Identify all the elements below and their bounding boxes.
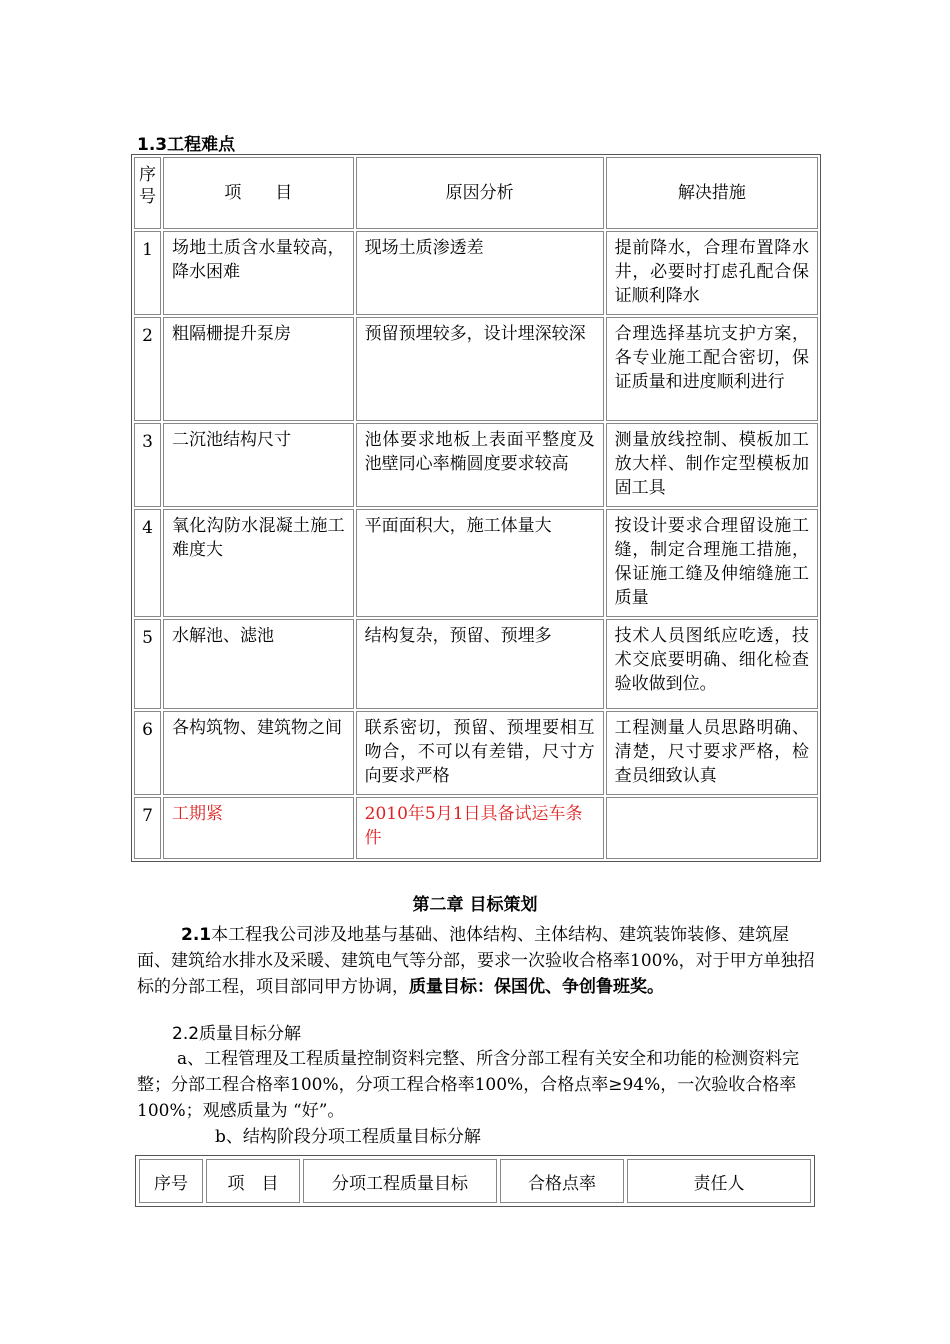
difficulties-table: [131, 154, 821, 862]
subsection-title: 2.2质量目标分解: [172, 1024, 302, 1044]
row-no: 1: [134, 231, 161, 315]
row-reason: 池体要求地板上表面平整度及池壁同心率椭圆度要求较高: [356, 423, 604, 507]
table-row: [134, 317, 818, 421]
paragraph-a: a、工程管理及工程质量控制资料完整、所含分部工程有关安全和功能的检测资料完整；分部工程合格率100%，分项工程合格率100%，合格点率≥94%，一次验收合格率100%；观感质量为 “好”。: [137, 1049, 800, 1121]
row-solution: 按设计要求合理留设施工缝，制定合理施工措施，保证施工缝及伸缩缝施工质量: [606, 509, 818, 617]
header-no: 序号: [134, 157, 161, 229]
table-header-row: [139, 1159, 811, 1203]
table-row: [134, 509, 818, 617]
header-no: 序号: [139, 1159, 203, 1203]
row-solution: 工程测量人员思路明确、清楚，尺寸要求严格，检查员细致认真: [606, 711, 818, 795]
paragraph-number: 2.1: [181, 925, 212, 945]
row-solution: 测量放线控制、模板加工放大样、制作定型模板加固工具: [606, 423, 818, 507]
paragraph-b: b、结构阶段分项工程质量目标分解: [215, 1127, 481, 1147]
header-target: 分项工程质量目标: [303, 1159, 497, 1203]
row-reason: 平面面积大，施工体量大: [356, 509, 604, 617]
paragraph-2-1: [137, 922, 822, 1000]
row-item: 工期紧: [163, 797, 354, 859]
row-solution: 合理选择基坑支护方案，各专业施工配合密切，保证质量和进度顺利进行: [606, 317, 818, 421]
row-reason: 联系密切，预留、预埋要相互吻合，不可以有差错，尺寸方向要求严格: [356, 711, 604, 795]
row-reason: 结构复杂，预留、预埋多: [356, 619, 604, 709]
row-item: 氧化沟防水混凝土施工难度大: [163, 509, 354, 617]
row-no: 7: [134, 797, 161, 859]
row-solution: [606, 797, 818, 859]
row-solution: 提前降水，合理布置降水井，必要时打虑孔配合保证顺利降水: [606, 231, 818, 315]
header-reason: 原因分析: [356, 157, 604, 229]
paragraph-text: 本工程我公司涉及地基与基础、池体结构、主体结构、建筑装饰装修、建筑屋面、建筑给水排水及采暖、建筑电气等分部，要求一次验收合格率100%，对于甲方单独招标的分部工程，项目部同甲方协调，: [137, 925, 815, 997]
row-item: 水解池、滤池: [163, 619, 354, 709]
row-no: 6: [134, 711, 161, 795]
table-row: [134, 619, 818, 709]
row-no: 3: [134, 423, 161, 507]
table-row: [134, 423, 818, 507]
quality-goal: 质量目标：保国优、争创鲁班奖。: [409, 977, 664, 997]
row-no: 4: [134, 509, 161, 617]
row-item: 粗隔栅提升泵房: [163, 317, 354, 421]
row-item: 各构筑物、建筑物之间: [163, 711, 354, 795]
chapter-title: 第二章 目标策划: [412, 895, 538, 915]
row-reason: 2010年5月1日具备试运车条件: [356, 797, 604, 859]
header-pass-rate: 合格点率: [500, 1159, 624, 1203]
quality-target-table: [135, 1155, 815, 1207]
row-item: 场地土质含水量较高，降水困难: [163, 231, 354, 315]
row-reason: 预留预埋较多，设计埋深较深: [356, 317, 604, 421]
header-item: 项 目: [163, 157, 354, 229]
row-solution: 技术人员图纸应吃透，技术交底要明确、细化检查验收做到位。: [606, 619, 818, 709]
table-row: [134, 711, 818, 795]
header-responsible: 责任人: [627, 1159, 811, 1203]
header-solution: 解决措施: [606, 157, 818, 229]
row-reason: 现场土质渗透差: [356, 231, 604, 315]
section-title: 1.3工程难点: [137, 135, 236, 155]
table-header-row: [134, 157, 818, 229]
row-no: 5: [134, 619, 161, 709]
table-row: [134, 231, 818, 315]
table-row: [134, 797, 818, 859]
header-item: 项 目: [206, 1159, 300, 1203]
row-no: 2: [134, 317, 161, 421]
row-item: 二沉池结构尺寸: [163, 423, 354, 507]
